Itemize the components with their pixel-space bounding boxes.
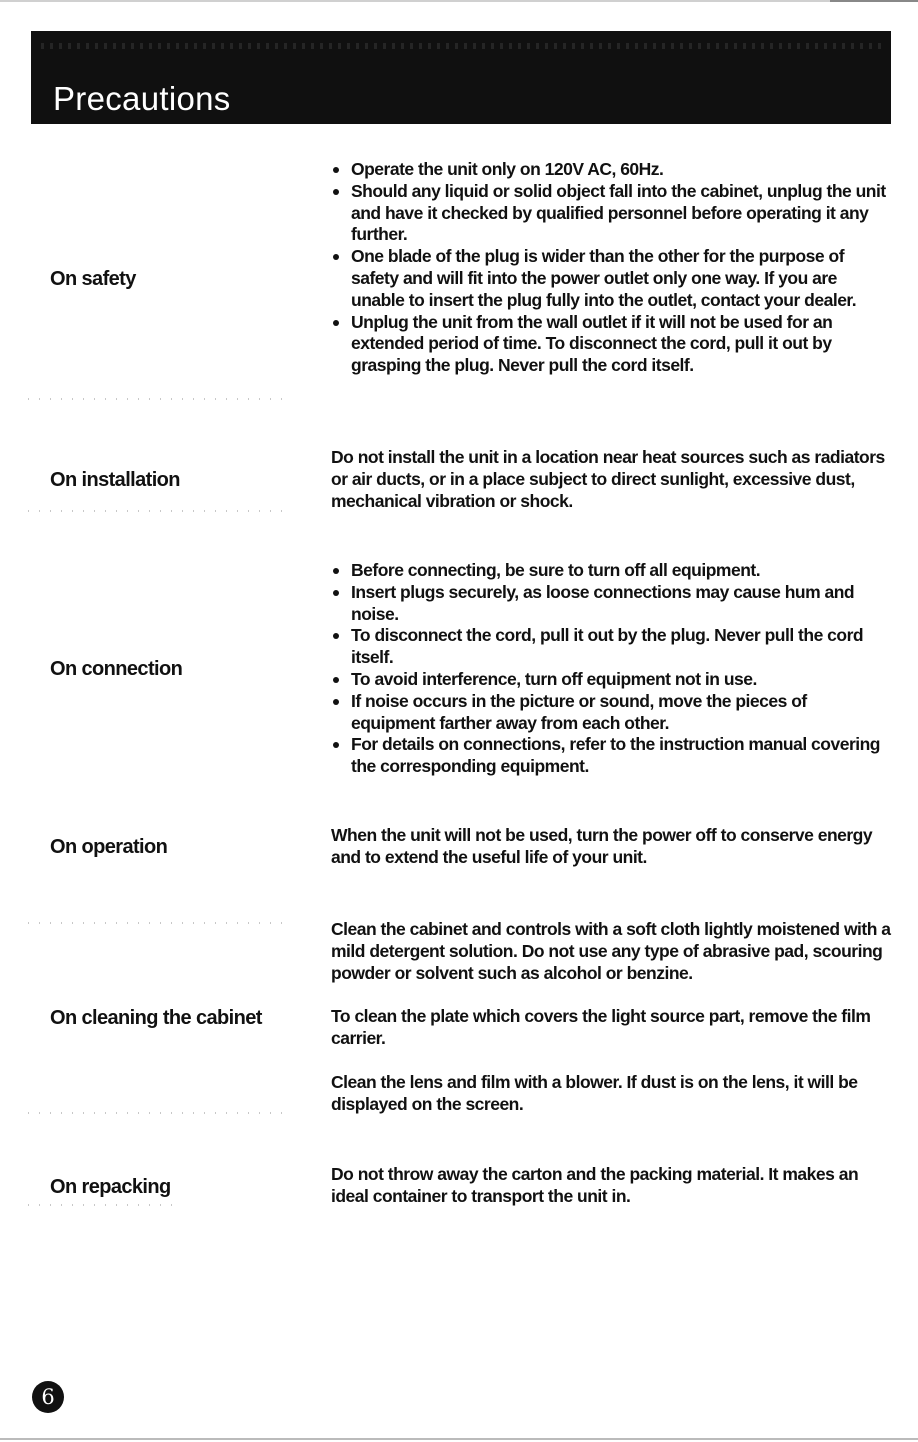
paragraph: Do not install the unit in a location near heat sources such as radiators or air ducts, or in a place subject to direct sunlight, excessive dust, mechanical vibration or shock. — [331, 447, 885, 511]
section-label-cleaning: On cleaning the cabinet — [50, 1007, 262, 1029]
section-body-cleaning — [331, 919, 891, 1116]
section-label-operation: On operation — [50, 836, 168, 858]
scan-noise — [28, 398, 288, 400]
connection-bullet-list — [331, 560, 891, 778]
top-rule — [0, 0, 918, 2]
header-bar — [31, 31, 891, 124]
section-label-repacking: On repacking — [50, 1176, 171, 1198]
paragraph: Do not throw away the carton and the packing material. It makes an ideal container to transport the unit in. — [331, 1164, 859, 1206]
list-item: Should any liquid or solid object fall into the cabinet, unplug the unit and have it checked by qualified personnel before operating it any further. — [331, 181, 891, 246]
page-title: Precautions — [53, 80, 231, 117]
paragraph: When the unit will not be used, turn the power off to conserve energy and to extend the useful life of your unit. — [331, 825, 873, 867]
list-item: For details on connections, refer to the instruction manual covering the corresponding equipment. — [331, 734, 891, 778]
scan-noise — [28, 1112, 288, 1114]
list-item: Before connecting, be sure to turn off all equipment. — [331, 560, 891, 582]
section-body-installation — [331, 447, 891, 512]
paragraph: To clean the plate which covers the light source part, remove the film carrier. — [331, 1006, 871, 1049]
scan-noise — [28, 1204, 178, 1206]
paragraph: Clean the cabinet and controls with a soft cloth lightly moistened with a mild detergent solution. Do not use any type of abrasive pad, scouring powder or solvent such as alcohol or benzine. — [331, 919, 891, 983]
section-label-safety: On safety — [50, 268, 136, 290]
list-item: One blade of the plug is wider than the other for the purpose of safety and will fit into the power outlet only one way. If you are unable to insert the plug fully into the outlet, contact your dealer. — [331, 246, 891, 311]
bottom-rule — [0, 1438, 918, 1440]
section-body-operation — [331, 825, 891, 869]
list-item: To avoid interference, turn off equipment not in use. — [331, 669, 891, 691]
section-body-repacking — [331, 1164, 891, 1208]
scan-noise — [28, 922, 288, 924]
list-item: Insert plugs securely, as loose connections may cause hum and noise. — [331, 582, 891, 626]
safety-bullet-list — [331, 159, 891, 377]
list-item: Operate the unit only on 120V AC, 60Hz. — [331, 159, 891, 181]
section-label-installation: On installation — [50, 469, 180, 491]
list-item: Unplug the unit from the wall outlet if it will not be used for an extended period of time. To disconnect the cord, pull it out by grasping the plug. Never pull the cord itself. — [331, 312, 891, 377]
paragraph: Clean the lens and film with a blower. If dust is on the lens, it will be displayed on the screen. — [331, 1071, 858, 1114]
section-body-connection — [331, 560, 891, 778]
top-rule-accent — [830, 0, 918, 2]
list-item: To disconnect the cord, pull it out by the plug. Never pull the cord itself. — [331, 625, 891, 669]
list-item: If noise occurs in the picture or sound, move the pieces of equipment farther away from each other. — [331, 691, 891, 735]
section-body-safety — [331, 159, 891, 377]
scan-noise — [28, 510, 288, 512]
header-texture — [41, 43, 881, 49]
page-number-badge: 6 — [32, 1381, 64, 1413]
section-label-connection: On connection — [50, 658, 183, 680]
